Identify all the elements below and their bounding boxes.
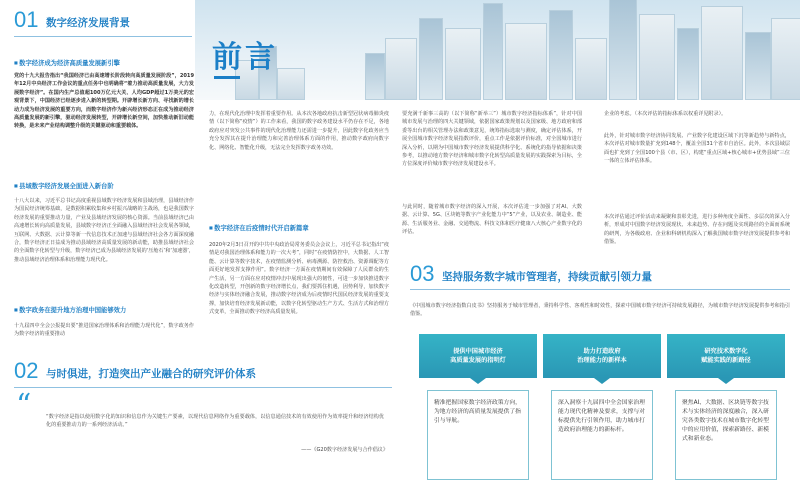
section1-para3: 十九届四中全会公报提出要“推进国家治理体系和治理能力现代化”，数字政务作为数字经济的重要推动 [14,323,194,338]
card-guide-title1: 提供中国城市经济 [453,348,503,355]
card-technology-title1: 研究技术数字化 [704,348,748,355]
quote-source: ——《G20数字经济发展与合作倡议》 [301,447,388,453]
card-guide-body [427,390,529,480]
card-governance-arrow [594,378,610,384]
card-technology-text: 聚焦AI、大数据、区块链等数字技术与实体经济的深度融合，深入研究各类数字技术在城市数字化转型中的应用价值，探索新路径、新模式和新业态。 [682,400,769,442]
preface-title: 前言 [212,40,278,75]
section1-sub2: ■ 县域数字经济发展全面进入新台阶 [14,181,114,190]
section3-divider [410,289,790,290]
mid-para1: 力，在现代化治理中发挥着重要作用。从本次各地政府抗击新型冠状病毒肺炎疫情（以下简称“疫情”）的工作来看，我国的数字政务建设水平仍存在不足，各地政府应对突发公共事件的现代化治理能力还需进一步提升，因此数字化政务应当充分发挥其在提升治理能力和完善治理体系方面的作用，推动数字政府向数字化、网络化、智能化升级，无法完全发挥数字政务功效。 [209,111,389,151]
card-technology-body [675,390,777,480]
right-para1: 要充满千新事三高的（以下简称“新举三”）城市数字经济指标体系”，针对中国城市发展与治理的四大关键领域，依据国家政策规划以及国家级、地方政府和部委等出台的相关管理办法和政策意见，统筹指标选取与测度，确定评估体系，开展全国城市数字经济发展指数评价，重点工作是依据评价标准，对全国城市进行深入分析，以期为中国城市数字经济发展提供科学化、系统化的指导依据和决策参考，以推动地方数字经济和城市数字化转型高质量发展的实践探索为目标，全方位深度评价城市数字经济发展建设水平。 [402,111,582,168]
card-governance-text: 深入洞察十九届四中全会国家治理能力现代化精神及要求，支撑与对标提供先行引领作用，助力城市打造政府治理能力的新标杆。 [558,400,645,433]
card-guide-text: 精准把握国家数字经济政策方向，为地方经济的高质量发展提供了指引与导航。 [434,400,521,424]
card-governance-title1: 助力打造政府 [583,348,621,355]
card-technology-title2: 赋能实践的新路径 [701,357,751,364]
section2-number: 02 [14,358,39,383]
section1-sub1: ■ 数字经济成为经济高质量发展新引擎 [14,58,120,67]
section3-title: 坚持服务数字城市管理者，持续贡献引领力量 [442,271,652,283]
card-governance [543,334,661,480]
title-underline [214,76,240,79]
header-banner [195,0,800,100]
section1-number: 01 [14,7,39,32]
card-guide [419,334,537,480]
card-governance-title2: 治理能力的新样本 [577,357,627,364]
mid-para2: 2020年2月3日召开的中共中央政治局常务委员会会议上，习近平总书记指出“疫情是对我国治理体系和能力的一次大考”，同时“在疫情防控中，大数据、人工智能、云计算等数字技术，在疫情监测分析、病毒溯源、防控救治、资源调配等方面更好地发挥支撑作用”。数字经济一方面在疫情期间有效保障了人民群众的生产生活，另一方面在应对疫情冲击中展现出强大的韧性，可进一步加快推进数字化改造转型，开创新的数字经济增长点，我们要抓住机遇，因势利导，加快数字经济与实体经济融合发展，推动数字经济成为后疫情时代国民经济发展的重要支撑，加快培育经济发展新动能，以数字化转型驱动生产方式、生活方式和治理方式变革，全面推动数字经济高质量发展。 [209,242,389,316]
card-governance-body [551,390,653,480]
card-guide-title2: 高质量发展的指明灯 [450,357,506,364]
card-guide-arrow [470,378,486,384]
section2-divider [14,387,392,388]
section3-number: 03 [410,261,435,286]
mid-sub: ■ 数字经济在后疫情时代开启新篇章 [209,223,309,232]
section1-para1: 党的十九大报告指出“我国经济已由高速增长阶段转向高质量发展阶段”，2019年12月中央经济工作会议的重点任务中也明确将“着力推动高质量发展，大力发展数字经济”。在国内生产总值超100万亿元大关、人均GDP超过1万美元的宏观背景下，中国经济已经逐步进入新的转型期。开辟增长新方向、寻找新的增长动力成为经济发展的重要方向，而数字经济作为新兴经济形态正在成为推动经济高质量发展的新引擎，驱动经济发展转型，开辟增长新空间，加快推动新旧动能转换，是未来产业结构调整升级的关键驱动和重要载体。 [14,73,194,130]
section1-title: 数字经济发展背景 [46,17,130,29]
definition-quote: “数字经济是指以使用数字化的知识和信息作为关键生产要素，以现代信息网络作为重要载体，以信息通信技术的有效使用作为效率提升和经济结构优化的重要推动力的一系列经济活动。” [46,414,384,429]
right-para3: 企业的考虑。（本次评估的指标体系以权重详见附录）。 [604,111,727,117]
right-para5: 本次评估通过评价活动来凝聚和表彰先进，进行多种角度全面性、多层次的深入分析，形成对中国数字经济发展现状、未来趋势、存在问题及实现路径的全面而系统的研判，为各级政府、企业和科研机构深入了解我国城市数字经济发展提供参考和借鉴。 [604,214,790,246]
right-para4: 此外，针对城市数字经济协同发展、产业数字化建设区域下沉等新趋势与新特点，本次评估对城市数量扩充到148个，覆盖全国31个省市自治区。此外，本次县域层面也扩充到了全国100个县（市、区），构建“重点区域+核心城市+优势县域”三位一体的立体评估体系。 [604,133,790,165]
card-governance-header [543,334,661,378]
quote-open-icon: “ [16,388,32,423]
right-para2: 与此同时，随着城市数字经济的深入开展，本次评估进一步加强了对AI、大数据、云计算、5G、区块链等数字产业化能力中“5”产业，以及农业、制造业、能源、生活服务业、金融、交通物流、科技文体和医疗健康八大核心产业数字化的评估。 [402,204,582,236]
card-guide-header [419,334,537,378]
card-technology-header [667,334,785,378]
section1-sub3: ■ 数字政务在提升地方治理中国能够效力 [14,305,126,314]
section1-para2: 十八大以来，习近平总书记高度重视县域数字经济发展和县域治理，县域经济作为国民经济统筹基础，是数据积累收集和乡村振兴战略的主战场，也是我国数字经济发展的重要推动力量，产业及县域经济发展的核心资源。当前县域经济已由高速增长转向高质量发展，县域数字经济正全面融入县域经济社会发展各领域，互联网、大数据、云计算等新一代信息技术正加速与县域经济社会各方面深度融合，数字经济正日益成为推动县域经济高质量发展的新动能，助推县域经济社会的全面数字化转型与升级，数字经济已成为县域经济发展的‘压舱石’和‘加速器’，推动县域经济治理体系和治理能力现代化。 [14,198,194,263]
section3-intro: 《中国城市数字经济指数白皮书》坚持服务于城市管理者，秉持科学性、客观性和时效性，探索中国城市数字经济可持续发展路径，为城市数字经济发展提供参考和指引借鉴。 [410,303,790,318]
section2-title: 与时俱进，打造突出产业融合的研究评价体系 [46,368,256,380]
card-technology [667,334,785,480]
card-technology-arrow [718,378,734,384]
section1-divider [14,36,192,37]
